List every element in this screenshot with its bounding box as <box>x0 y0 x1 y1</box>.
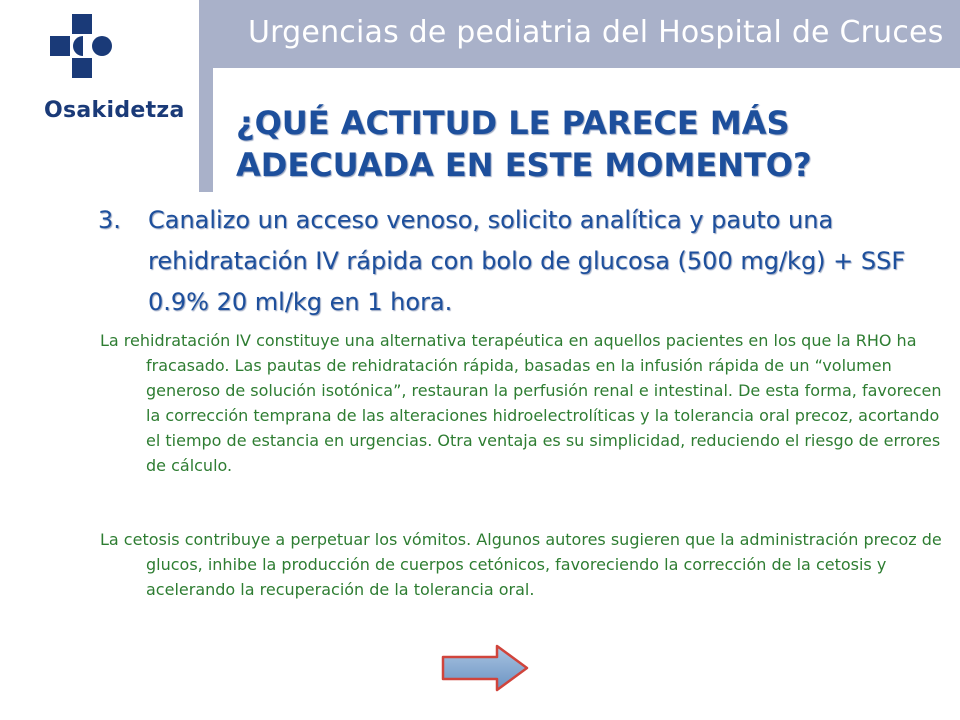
question-line-2: ADECUADA EN ESTE MOMENTO? <box>236 146 812 184</box>
option-number: 3. <box>98 206 121 234</box>
vertical-divider <box>199 0 213 192</box>
explanation-paragraph-2: La cetosis contribuye a perpetuar los vómitos. Algunos autores sugieren que la administración precoz de glucos, inhibe la producción de cuerpos cetónicos, favoreciendo la corrección de la cetosis y acelerando la recuperación de la tolerancia oral. <box>100 530 942 599</box>
header-title: Urgencias de pediatria del Hospital de Cruces <box>248 15 944 50</box>
logo-text: Osakidetza <box>44 98 185 123</box>
right-arrow-icon[interactable] <box>443 646 527 690</box>
explanation-paragraph-1: La rehidratación IV constituye una alternativa terapéutica en aquellos pacientes en los que la RHO ha fracasado. Las pautas de rehidratación rápida, basadas en la infusión rápida de un “volumen generoso de solución isotónica”, restauran la perfusión renal e intestinal. De esta forma, favorecen la corrección temprana de las alteraciones hidroelectrolíticas y la tolerancia oral precoz, acortando el tiempo de estancia en urgencias. Otra ventaja es su simplicidad, reduciendo el riesgo de errores de cálculo. <box>100 331 942 475</box>
option-text: Canalizo un acceso venoso, solicito analítica y pauto una rehidratación IV rápida con bolo de glucosa (500 mg/kg) + SSF 0.9% 20 ml/kg en 1 hora. <box>148 206 906 316</box>
question-line-1: ¿QUÉ ACTITUD LE PARECE MÁS <box>236 104 790 142</box>
question-title <box>236 102 936 186</box>
next-arrow-button[interactable] <box>441 644 529 692</box>
osakidetza-logo-icon <box>50 14 116 80</box>
answer-option <box>98 200 960 323</box>
